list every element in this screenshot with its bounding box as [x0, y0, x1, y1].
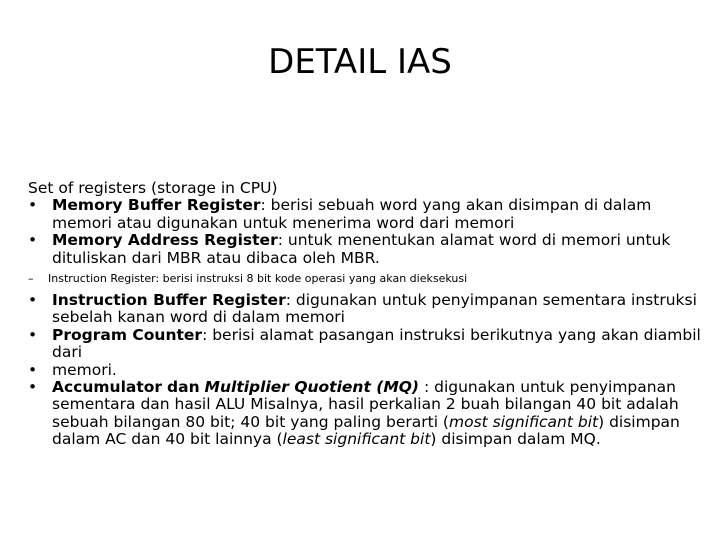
- item-term-dan: dan: [167, 378, 200, 397]
- sub-item-term: Instruction Register: [48, 272, 156, 286]
- item-description: : digunakan untuk penyimpanan sementara instruksi sebelah kanan word di dalam memori: [52, 291, 697, 327]
- item-term: Instruction Buffer Register: [52, 291, 286, 310]
- bullet: •: [28, 360, 38, 379]
- list-item-program-counter: [28, 327, 708, 362]
- bullet: •: [28, 291, 38, 310]
- slide-title: DETAIL IAS: [268, 42, 452, 82]
- bullet: •: [28, 378, 38, 397]
- item-description-2: ) disimpan dalam AC dan 40 bit lainnya (: [52, 412, 680, 449]
- dash: –: [28, 272, 34, 286]
- item-description-1: : digunakan untuk penyimpanan sementara dan hasil ALU Misalnya, hasil perkalian 2 buah bilangan 40 bit adalah sebuah bilangan 80 bit; 40 bit yang paling berarti (: [52, 378, 679, 431]
- item-italic-most-significant: most significant bit: [448, 412, 599, 431]
- list-item-memori: [28, 362, 708, 379]
- item-description: : berisi alamat pasangan instruksi berikutnya yang akan diambil dari: [52, 325, 701, 362]
- item-term-accumulator: Accumulator: [52, 378, 163, 397]
- item-term: Program Counter: [52, 325, 203, 344]
- item-term: Memory Address Register: [52, 231, 278, 250]
- slide-body: [28, 180, 708, 449]
- list-item-accumulator-mq: [28, 379, 708, 449]
- list-item-memory-buffer-register: [28, 197, 708, 232]
- sub-item-instruction-register: [28, 272, 708, 286]
- item-term: Memory Buffer Register: [52, 196, 261, 215]
- list-item-memory-address-register: [28, 232, 708, 267]
- list-item-instruction-buffer-register: [28, 292, 708, 327]
- item-description: : untuk menentukan alamat word di memori untuk dituliskan dari MBR atau dibaca oleh MBR.: [52, 231, 671, 267]
- bullet: •: [28, 231, 38, 250]
- item-description: memori.: [52, 360, 117, 379]
- item-description-3: ) disimpan dalam MQ.: [430, 430, 601, 449]
- intro-text: Set of registers (storage in CPU): [28, 179, 278, 197]
- bullet: •: [28, 196, 38, 215]
- sub-item-description: : berisi instruksi 8 bit kode operasi yang akan dieksekusi: [155, 272, 468, 286]
- item-term-mq: Multiplier Quotient (MQ): [204, 378, 420, 397]
- item-italic-least-significant: least significant bit: [282, 430, 431, 449]
- item-description: : berisi sebuah word yang akan disimpan di dalam memori atau digunakan untuk menerima word dari memori: [52, 196, 652, 232]
- bullet: •: [28, 325, 38, 344]
